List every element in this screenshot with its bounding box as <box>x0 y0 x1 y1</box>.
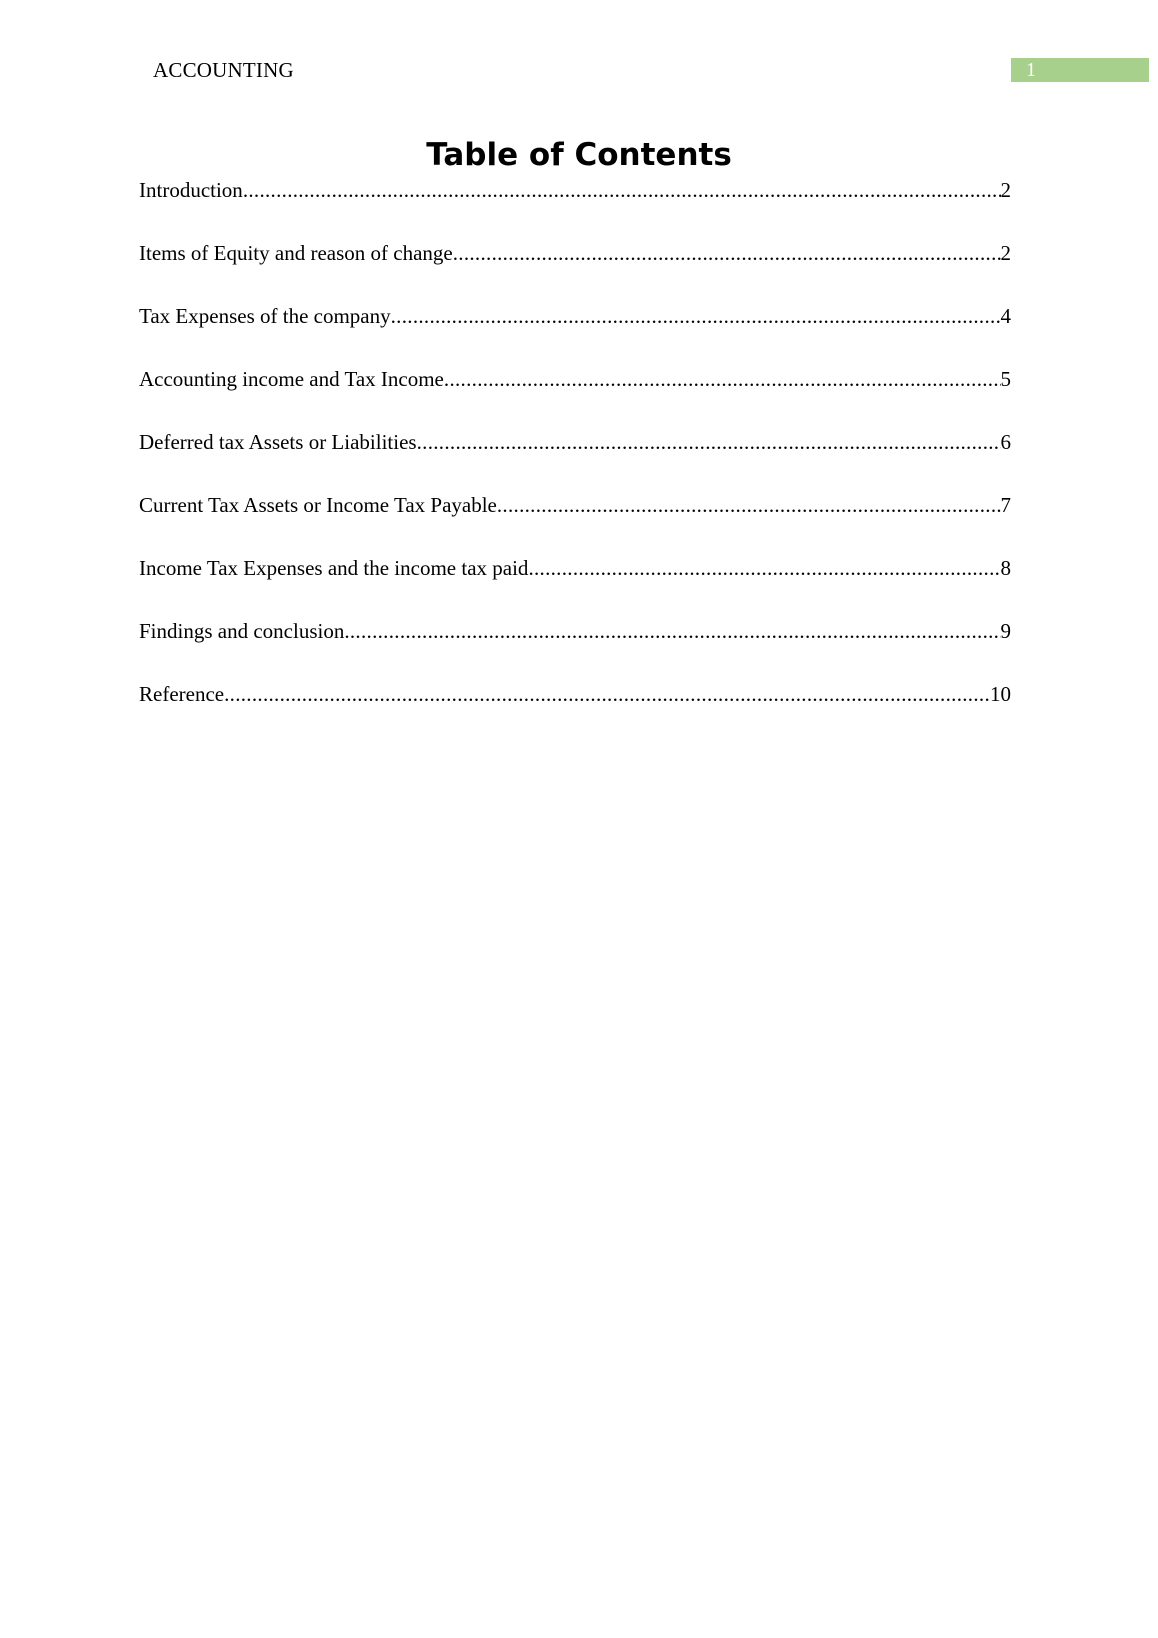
toc-entry-label: Income Tax Expenses and the income tax paid <box>139 556 529 580</box>
toc-entry-label: Findings and conclusion <box>139 619 345 643</box>
page-number: 1 <box>1026 59 1036 81</box>
dot-leader <box>391 302 1001 330</box>
toc-entry-label: Deferred tax Assets or Liabilities <box>139 430 417 454</box>
dot-leader <box>497 491 1001 519</box>
toc-entry-introduction[interactable] <box>139 176 1011 204</box>
running-header-title: ACCOUNTING <box>153 58 294 82</box>
toc-heading: Table of Contents <box>426 137 732 173</box>
toc-entry-page: 5 <box>1000 367 1011 391</box>
toc-entry-tax-expenses[interactable] <box>139 302 1011 330</box>
toc-entry-label: Accounting income and Tax Income <box>139 367 444 391</box>
page-number-badge <box>1011 58 1149 82</box>
toc-entry-label: Tax Expenses of the company <box>139 304 391 328</box>
toc-entry-reference[interactable] <box>139 680 1011 708</box>
toc-entry-current-tax-assets[interactable] <box>139 491 1011 519</box>
dot-leader <box>417 428 1001 456</box>
toc-entry-items-of-equity[interactable] <box>139 239 1011 267</box>
toc-entry-deferred-tax[interactable] <box>139 428 1011 456</box>
dot-leader <box>453 239 1001 267</box>
toc-entry-page: 10 <box>990 682 1011 706</box>
toc-entry-income-tax-expenses[interactable] <box>139 554 1011 582</box>
dot-leader <box>243 176 1001 204</box>
toc-entry-page: 2 <box>1000 178 1011 202</box>
toc-entry-page: 9 <box>1000 619 1011 643</box>
dot-leader <box>528 554 1000 582</box>
toc-entry-page: 6 <box>1000 430 1011 454</box>
dot-leader <box>344 617 1000 645</box>
toc-entry-label: Current Tax Assets or Income Tax Payable <box>139 493 497 517</box>
toc-entry-label: Items of Equity and reason of change <box>139 241 453 265</box>
toc-list <box>139 176 1011 743</box>
dot-leader <box>444 365 1001 393</box>
toc-entry-label: Introduction <box>139 178 243 202</box>
toc-entry-label: Reference <box>139 682 225 706</box>
toc-entry-page: 2 <box>1000 241 1011 265</box>
dot-leader <box>224 680 990 708</box>
toc-entry-accounting-income[interactable] <box>139 365 1011 393</box>
toc-entry-page: 7 <box>1000 493 1011 517</box>
toc-entry-page: 4 <box>1000 304 1011 328</box>
toc-entry-page: 8 <box>1000 556 1011 580</box>
toc-entry-findings[interactable] <box>139 617 1011 645</box>
